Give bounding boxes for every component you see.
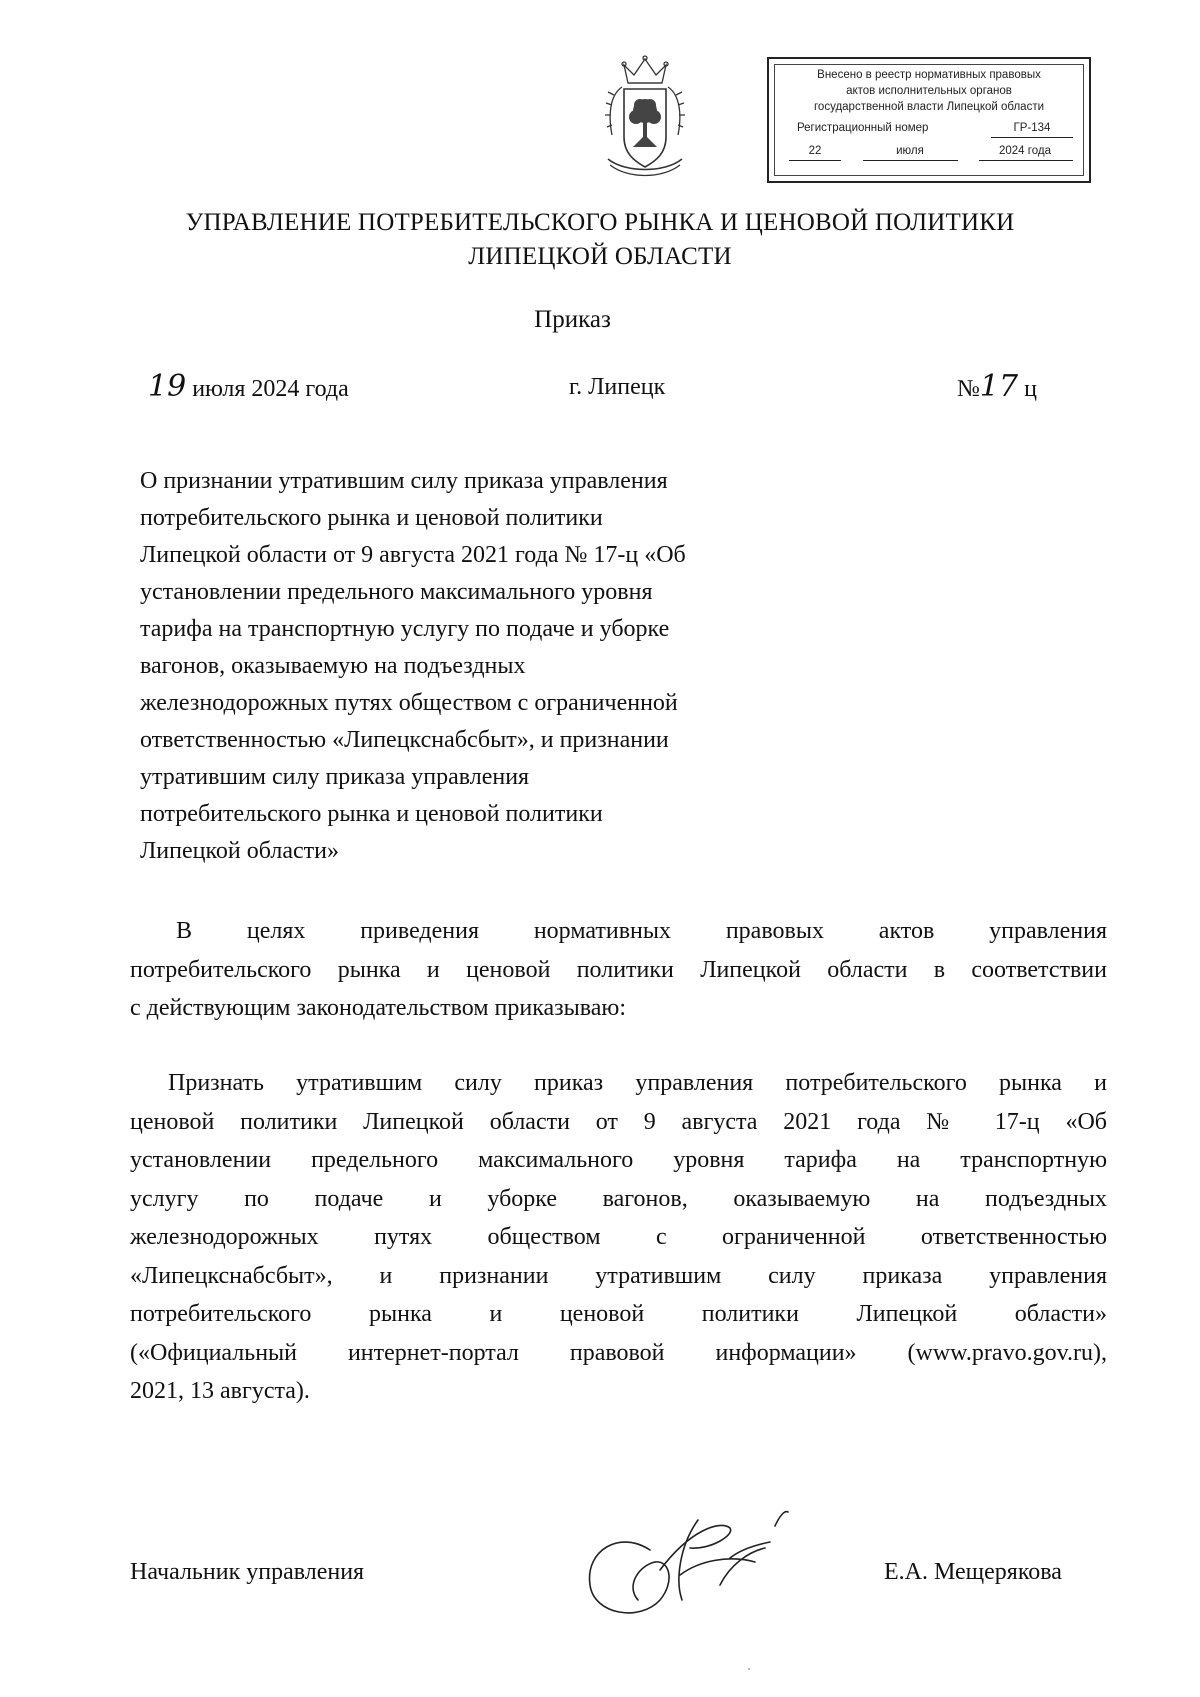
subject-line: О признании утратившим силу приказа управления — [140, 468, 668, 494]
subject-line: вагонов, оказываемую на подъездных — [140, 653, 526, 679]
number-suffix: ц — [1024, 376, 1037, 402]
number-prefix: № — [957, 376, 980, 402]
handwritten-signature — [580, 1490, 810, 1630]
stamp-reg-label: Регистрационный номер — [797, 122, 929, 134]
stamp-line: государственной власти Липецкой области — [813, 101, 1045, 113]
stamp-underline — [863, 160, 958, 161]
subject-line: тарифа на транспортную услугу по подаче и уборке — [140, 616, 670, 642]
order-subject — [140, 463, 780, 870]
paragraph-line: («Официальный интернет-портал правовой информации» (www.pravo.gov.ru), — [130, 1339, 1107, 1366]
order-paragraph — [130, 1064, 1107, 1411]
paragraph-line: услугу по подаче и уборке вагонов, оказываемую на подъездных — [130, 1185, 1107, 1212]
order-number — [957, 369, 1037, 404]
authority-title-line-1: УПРАВЛЕНИЕ ПОТРЕБИТЕЛЬСКОГО РЫНКА И ЦЕНОВОЙ ПОЛИТИКИ — [185, 209, 1015, 236]
paragraph-line: «Липецкснабсбыт», и признании утратившим силу приказа управления — [130, 1262, 1107, 1289]
stamp-reg-number: ГР-134 — [1013, 122, 1051, 134]
stamp-underline — [789, 160, 841, 161]
paragraph-line: В целях приведения нормативных правовых актов управления — [176, 918, 1107, 944]
preamble-paragraph — [130, 912, 1107, 1028]
stamp-day: 22 — [808, 145, 822, 157]
authority-title-line-2: ЛИПЕЦКОЙ ОБЛАСТИ — [468, 243, 732, 270]
stamp-year: 2024 года — [999, 145, 1051, 157]
subject-line: ответственностью «Липецкснабсбыт», и признании — [140, 727, 669, 753]
registration-stamp — [767, 57, 1091, 183]
stamp-line: актов исполнительных органов — [846, 85, 1012, 97]
paragraph-line: потребительского рынка и ценовой политики Липецкой области» — [130, 1301, 1107, 1327]
paragraph-line: железнодорожных путях обществом с ограниченной ответственностью — [130, 1224, 1107, 1250]
paragraph-line: ценовой политики Липецкой области от 9 августа 2021 года № 17-ц «Об — [130, 1108, 1107, 1135]
subject-line: установлении предельного максимального уровня — [140, 579, 653, 605]
signatory-name: Е.А. Мещерякова — [884, 1559, 1062, 1585]
subject-line: потребительского рынка и ценовой политики — [140, 505, 603, 531]
subject-line: Липецкой области» — [140, 838, 339, 864]
paragraph-line: Признать утратившим силу приказ управления потребительского рынка и — [168, 1070, 1107, 1096]
subject-line: утратившим силу приказа управления — [140, 764, 530, 790]
paragraph-line: 2021, 13 августа). — [130, 1378, 310, 1404]
coat-of-arms-emblem — [600, 55, 690, 180]
signatory-position: Начальник управления — [130, 1559, 365, 1585]
paragraph-line: установлении предельного максимального уровня тарифа на транспортную — [130, 1147, 1107, 1173]
order-date — [148, 369, 349, 404]
stamp-month: июля — [896, 145, 924, 157]
paragraph-line: потребительского рынка и ценовой политики Липецкой области в соответствии — [130, 956, 1107, 983]
paragraph-line: с действующим законодательством приказываю: — [130, 995, 627, 1021]
handwritten-number: 17 — [979, 369, 1019, 404]
document-type: Приказ — [534, 306, 611, 333]
stamp-line: Внесено в реестр нормативных правовых — [817, 69, 1041, 81]
subject-line: Липецкой области от 9 августа 2021 года № 17-ц «Об — [140, 542, 686, 568]
stamp-inner-frame — [774, 64, 1084, 176]
handwritten-day: 19 — [148, 369, 187, 404]
subject-line: железнодорожных путях обществом с ограниченной — [140, 690, 678, 716]
subject-line: потребительского рынка и ценовой политики — [140, 801, 603, 827]
order-city: г. Липецк — [569, 374, 666, 400]
stamp-underline — [979, 160, 1073, 161]
scan-speck — [748, 1668, 750, 1670]
date-rest: июля 2024 года — [192, 376, 349, 402]
stamp-underline — [991, 137, 1073, 138]
